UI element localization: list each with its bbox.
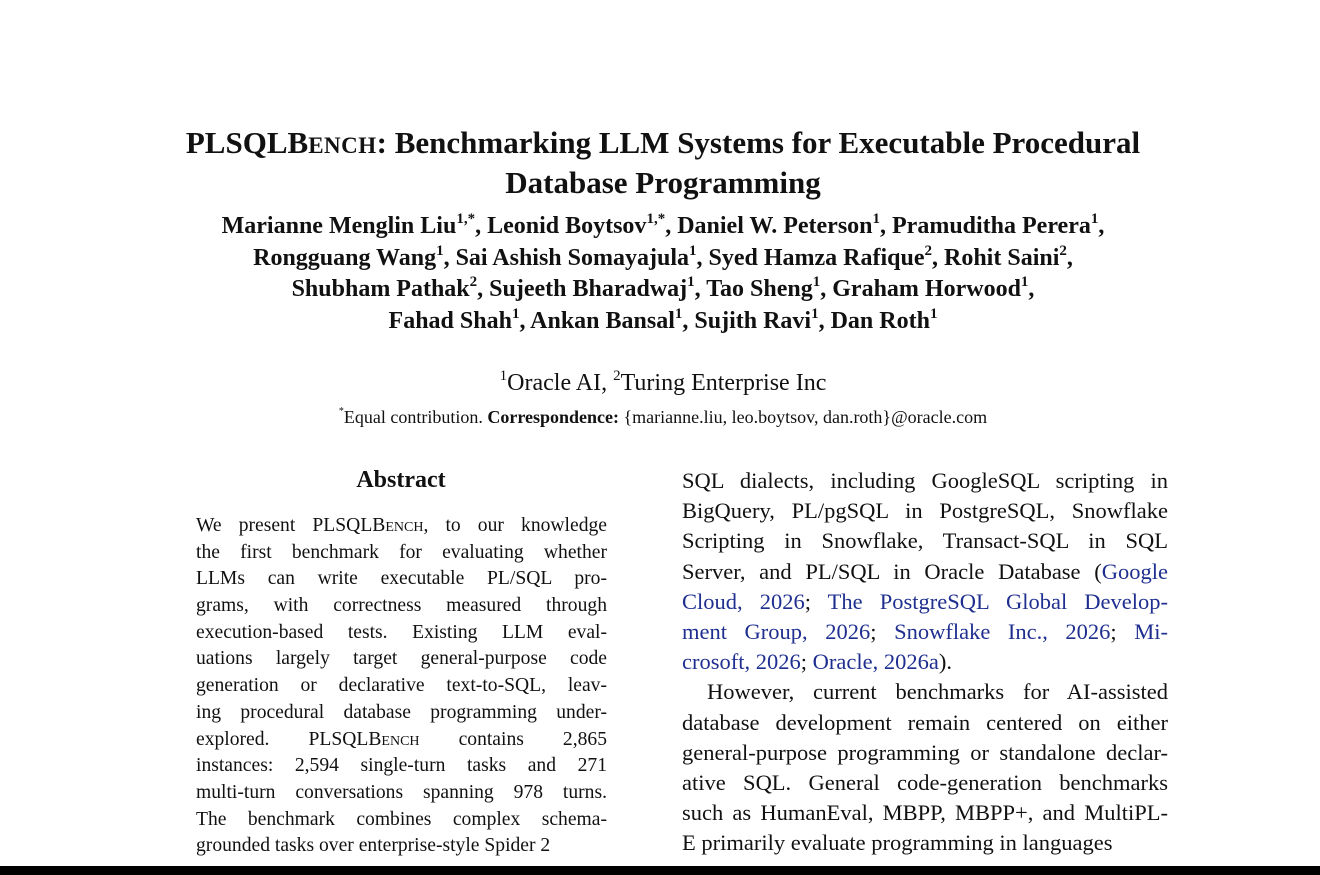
body-line: general-purpose programming or standalone declar-	[682, 739, 1168, 765]
body-line: Scripting in Snowflake, Transact-SQL in SQL	[682, 528, 1168, 554]
author-name: Graham Horwood	[832, 276, 1021, 302]
author-name: Sai Ashish Somayajula	[455, 244, 689, 271]
citation-link[interactable]: Oracle, 2026a	[812, 649, 939, 675]
author-affiliation-mark: 2	[1059, 242, 1067, 259]
abstract-line: multi-turn conversations spanning 978 turns.	[196, 781, 607, 803]
author-affiliation-mark: 1	[674, 305, 683, 322]
title-name-small: ENCH	[308, 133, 377, 158]
author-affiliation-mark: 1	[929, 305, 938, 322]
title-name-big: PLSQLB	[185, 125, 309, 160]
author-name: Fahad Shah	[388, 307, 512, 334]
body-line: such as HumanEval, MBPP, MBPP+, and MultiPL-	[682, 800, 1168, 826]
abstract-line: The benchmark combines complex schema-	[196, 808, 607, 830]
correspondence-label: Correspondence:	[487, 407, 620, 427]
author-name: Sujeeth Bharadwaj	[489, 276, 688, 302]
author-line: Marianne Menglin Liu$^{1,*}$, Leonid Boytsov$^{1,*}$, Daniel W. Peterson$^1$, Pramuditha Perera$^1$,	[221, 211, 1105, 239]
abstract-line: explored. PLSQLBench contains 2,865	[196, 728, 607, 750]
body-line: database development remain centered on either	[682, 709, 1168, 735]
author-name: Tao Sheng	[706, 276, 813, 302]
title-line-1	[80, 124, 1246, 164]
affil-sup-2: 2	[613, 368, 621, 384]
citation-link[interactable]: Snowflake Inc., 2026	[894, 618, 1111, 644]
author-name: Rongguang Wang	[253, 244, 437, 271]
abstract-line: We present PLSQLBench, to our knowledge	[196, 515, 607, 536]
affil-org-2: Turing Enterprise Inc	[620, 370, 827, 396]
author-line: Fahad Shah$^1$, Ankan Bansal$^1$, Sujith Ravi$^1$, Dan Roth$^1$	[388, 305, 938, 334]
viewer-bottom-bar	[0, 866, 1320, 875]
author-affiliation-mark: 1	[811, 305, 819, 322]
body-line: However, current benchmarks for AI-assisted	[707, 679, 1168, 705]
equal-star: *	[338, 406, 344, 417]
author-name: Daniel W. Peterson	[677, 213, 873, 239]
abstract-line: grounded tasks over enterprise-style Spider 2	[196, 835, 551, 857]
affil-org-1: Oracle AI,	[507, 370, 614, 396]
author-name: Pramuditha Perera	[892, 213, 1091, 239]
paper-title	[80, 124, 1246, 201]
author-name: Rohit Saini	[944, 244, 1060, 271]
body-line: ment Group, 2026; Snowflake Inc., 2026; Mi-	[682, 618, 1168, 644]
author-affiliation-mark: 2	[924, 242, 932, 259]
citation-link[interactable]: Cloud, 2026	[682, 588, 805, 614]
body-line: Server, and PL/SQL in Oracle Database (Google	[682, 558, 1168, 584]
abstract-line: uations largely target general-purpose code	[196, 648, 607, 670]
author-name: Dan Roth	[830, 307, 930, 334]
author-affiliation-mark: 1,*	[456, 211, 476, 227]
abstract-line: ing procedural database programming under-	[196, 701, 607, 723]
author-line: Rongguang Wang$^1$, Sai Ashish Somayajula$^1$, Syed Hamza Rafique$^2$, Rohit Saini$^2$,	[253, 242, 1073, 271]
abstract-heading: Abstract	[356, 467, 446, 493]
abstract-line: generation or declarative text-to-SQL, leav-	[196, 675, 607, 697]
affil-sup-1: 1	[499, 368, 508, 384]
author-line: Shubham Pathak$^2$, Sujeeth Bharadwaj$^1$, Tao Sheng$^1$, Graham Horwood$^1$,	[291, 274, 1035, 302]
title-line-2: Database Programming	[505, 165, 821, 200]
correspondence-emails: {marianne.liu, leo.boytsov, dan.roth}@oracle.com	[619, 407, 988, 427]
author-affiliation-mark: 1	[812, 274, 821, 290]
author-affiliation-mark: 1	[1020, 274, 1029, 290]
affiliations	[80, 368, 1246, 398]
correspondence-note	[80, 405, 1246, 429]
equal-contribution: Equal contribution.	[343, 407, 488, 427]
author-name: Marianne Menglin Liu	[221, 213, 457, 239]
abstract-line: instances: 2,594 single-turn tasks and 271	[196, 755, 607, 777]
body-line: BigQuery, PL/pgSQL in PostgreSQL, Snowflake	[682, 498, 1168, 524]
author-affiliation-mark: 1	[1090, 211, 1099, 227]
author-affiliation-mark: 1	[872, 211, 881, 227]
citation-link[interactable]: Mi-	[1134, 618, 1168, 644]
author-name: Ankan Bansal	[530, 307, 675, 334]
citation-link[interactable]: ment Group, 2026	[682, 618, 871, 644]
author-name: Shubham Pathak	[291, 276, 470, 302]
title-rest: : Benchmarking LLM Systems for Executable Procedural	[376, 125, 1141, 160]
author-name: Leonid Boytsov	[487, 213, 647, 239]
abstract-line: LLMs can write executable PL/SQL pro-	[196, 568, 607, 590]
author-name: Sujith Ravi	[694, 307, 812, 334]
body-line: SQL dialects, including GoogleSQL scripting in	[682, 468, 1168, 493]
body-line: E primarily evaluate programming in languages	[682, 830, 1113, 856]
author-list	[80, 211, 1246, 337]
body-line: crosoft, 2026; Oracle, 2026a).	[682, 649, 952, 675]
benchmark-name: PLSQLBench	[312, 515, 424, 536]
author-affiliation-mark: 1	[436, 242, 444, 259]
abstract-body	[196, 513, 607, 860]
body-right-column	[682, 466, 1168, 858]
abstract-line: execution-based tests. Existing LLM eval-	[196, 621, 607, 643]
abstract-line: the first benchmark for evaluating whether	[196, 541, 607, 563]
abstract-line: grams, with correctness measured through	[196, 595, 607, 617]
author-affiliation-mark: 2	[469, 274, 478, 290]
author-affiliation-mark: 1,*	[646, 211, 666, 227]
citation-link[interactable]: crosoft, 2026	[682, 649, 801, 675]
benchmark-name: PLSQLBench	[308, 728, 420, 750]
body-line: ative SQL. General code-generation benchmarks	[682, 769, 1168, 795]
citation-link[interactable]: Google	[1101, 558, 1168, 584]
citation-link[interactable]: The PostgreSQL Global Develop-	[827, 588, 1168, 614]
author-name: Syed Hamza Rafique	[708, 244, 925, 271]
author-affiliation-mark: 1	[687, 274, 695, 290]
body-line: Cloud, 2026; The PostgreSQL Global Develop-	[682, 588, 1168, 614]
author-affiliation-mark: 1	[511, 305, 520, 322]
author-affiliation-mark: 1	[689, 242, 697, 259]
